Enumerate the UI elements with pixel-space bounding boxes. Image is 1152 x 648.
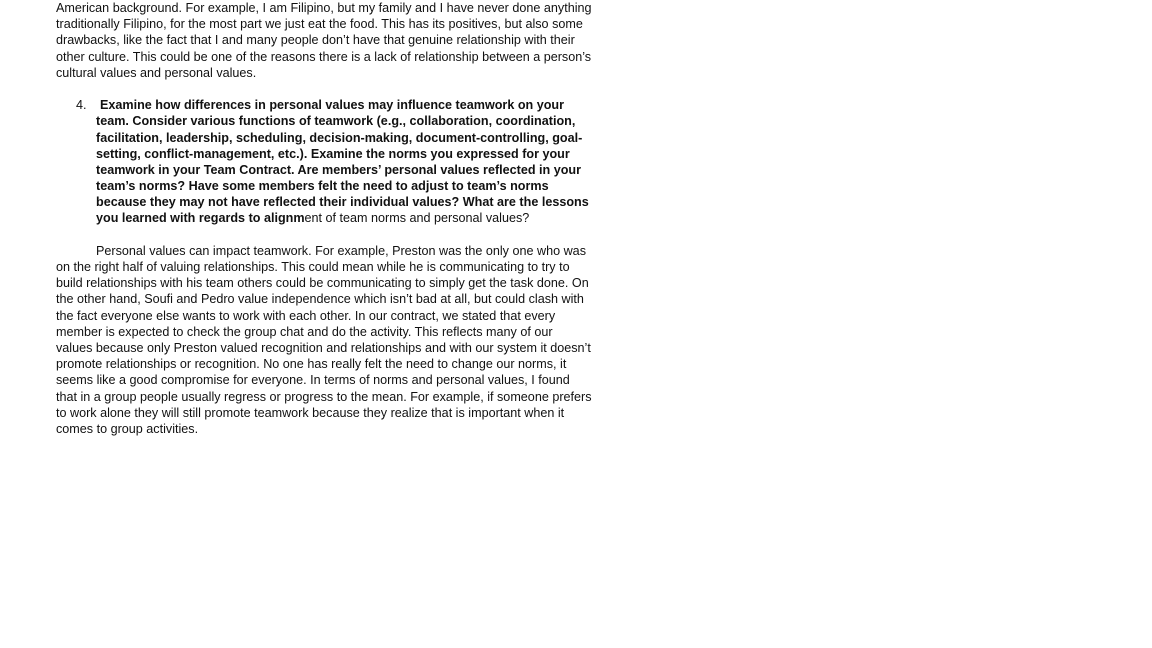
question-line: team’s norms? Have some members felt the need to adjust to team’s norms: [96, 179, 549, 194]
answer-line: seems like a good compromise for everyone. In terms of norms and personal values, I found: [56, 373, 570, 388]
question-line: facilitation, leadership, scheduling, decision-making, document-controlling, goal-: [96, 130, 583, 145]
question-last-line: [56, 210, 580, 226]
intro-line: American background. For example, I am Filipino, but my family and I have never done anything: [56, 1, 592, 15]
intro-line: other culture. This could be one of the reasons there is a lack of relationship between a person’s: [56, 49, 592, 64]
document-page: [56, 0, 592, 437]
answer-line: promote relationships or recognition. No one has really felt the need to change our norms, it: [56, 357, 567, 372]
answer-line: comes to group activities.: [56, 421, 199, 436]
answer-line: the fact everyone else wants to work with each other. In our contract, we stated that every: [56, 308, 556, 323]
question-line: teamwork in your Team Contract. Are members’ personal values reflected in your: [96, 162, 582, 177]
intro-line: traditionally Filipino, for the most part we just eat the food. This has its positives, but also some: [56, 17, 583, 32]
question-number: 4.: [76, 98, 87, 113]
question-last-bold: you learned with regards to alignm: [96, 211, 305, 226]
question-last-regular: ent of team norms and personal values?: [304, 211, 530, 226]
intro-paragraph: [56, 0, 592, 81]
answer-line: that in a group people usually regress or progress to the mean. For example, if someone prefers: [56, 389, 592, 404]
intro-line: drawbacks, like the fact that I and many people don’t have that genuine relationship with their: [56, 33, 575, 48]
answer-line: values because only Preston valued recognition and relationships and with our system it doesn’t: [56, 340, 591, 355]
question-4: [56, 97, 589, 227]
question-line: team. Consider various functions of teamwork (e.g., collaboration, coordination,: [96, 114, 576, 129]
answer-line: on the right half of valuing relationships. This could mean while he is communicating to try to: [56, 260, 570, 274]
question-line: because they may not have reflected their individual values? What are the lessons: [96, 195, 589, 210]
answer-line: member is expected to check the group chat and do the activity. This reflects many of our: [56, 324, 553, 339]
answer-line: build relationships with his team others could be communicating to simply get the task done. On: [56, 276, 589, 291]
question-first-line: [56, 97, 580, 113]
question-line: Examine how differences in personal values may influence teamwork on your: [100, 98, 565, 113]
answer-paragraph: [56, 243, 592, 437]
question-line: setting, conflict-management, etc.). Examine the norms you expressed for your: [96, 146, 570, 161]
answer-line: the other hand, Soufi and Pedro value independence which isn’t bad at all, but could clash with: [56, 292, 584, 307]
intro-line: cultural values and personal values.: [56, 65, 257, 80]
answer-line: Personal values can impact teamwork. For example, Preston was the only one who was: [96, 243, 586, 258]
answer-line: to work alone they will still promote teamwork because they realize that is important when it: [56, 405, 565, 420]
